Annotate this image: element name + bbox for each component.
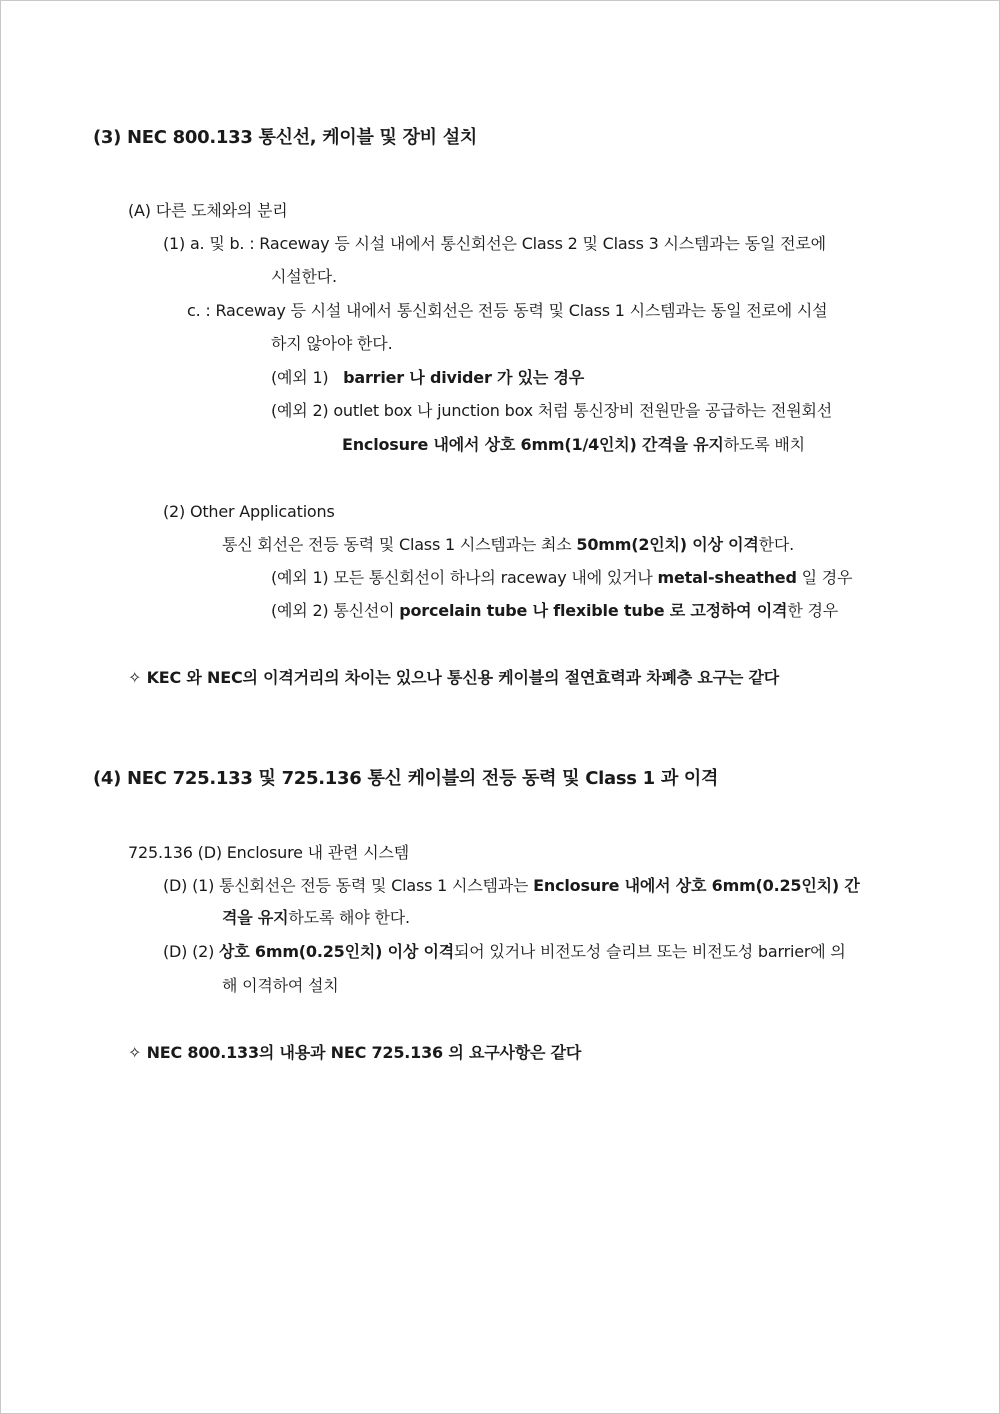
d2-line-1	[163, 941, 846, 963]
d2-line-2: 해 이격하여 설치	[222, 976, 339, 995]
other-applications-title: (2) Other Applications	[163, 502, 335, 521]
d2-post: 되어 있거나 비전도성 슬리브 또는 비전도성 barrier에 의	[453, 942, 846, 961]
item-1-line-1: (1) a. 및 b. : Raceway 등 시설 내에서 통신회선은 Class 2 및 Class 3 시스템과는 동일 전로에	[163, 234, 826, 253]
d1-line-2-bold: 격을 유지	[222, 908, 289, 927]
exception-1-text: barrier 나 divider 가 있는 경우	[343, 368, 585, 387]
exception-2-line-2	[342, 434, 805, 456]
d1-line-2	[222, 907, 410, 929]
subsection-a-title: (A) 다른 도체와의 분리	[128, 201, 288, 220]
other-exception-2	[271, 600, 838, 622]
d1-pre: (D) (1) 통신회선은 전등 동력 및 Class 1 시스템과는	[163, 876, 534, 895]
exception-2-bold: Enclosure 내에서 상호 6mm(1/4인치) 간격을 유지	[342, 435, 724, 454]
d1-line-2-tail: 하도록 해야 한다.	[288, 908, 410, 927]
d1-line-1	[163, 875, 860, 897]
exception-2-tail: 하도록 배치	[723, 435, 805, 454]
other-exception-2-pre: (예외 2) 통신선이	[271, 601, 400, 620]
d2-bold: 상호 6mm(0.25인치) 이상 이격	[219, 942, 454, 961]
section-3-note: ✧ KEC 와 NEC의 이격거리의 차이는 있으나 통신용 케이블의 절연효력과 차폐층 요구는 같다	[128, 668, 780, 687]
item-1-line-2: 시설한다.	[271, 267, 337, 286]
exception-2-line-1: (예외 2) outlet box 나 junction box 처럼 통신장비 전원만을 공급하는 전원회선	[271, 401, 832, 420]
other-exception-1	[271, 567, 852, 589]
item-c-line-1: c. : Raceway 등 시설 내에서 통신회선은 전등 동력 및 Class 1 시스템과는 동일 전로에 시설	[187, 301, 828, 320]
exception-1	[271, 367, 584, 389]
exception-1-label: (예외 1)	[271, 368, 329, 387]
other-exception-1-post: 일 경우	[796, 568, 853, 587]
other-line-pre: 통신 회선은 전등 동력 및 Class 1 시스템과는 최소	[222, 535, 577, 554]
item-c-line-2: 하지 않아야 한다.	[271, 334, 393, 353]
section-4-subtitle: 725.136 (D) Enclosure 내 관련 시스템	[128, 843, 409, 862]
other-exception-1-bold: metal-sheathed	[657, 568, 797, 587]
other-line-bold: 50mm(2인치) 이상 이격	[576, 535, 759, 554]
other-exception-2-post: 한 경우	[787, 601, 838, 620]
other-applications-line	[222, 534, 794, 556]
section-4-note: ✧ NEC 800.133의 내용과 NEC 725.136 의 요구사항은 같다	[128, 1043, 582, 1062]
other-line-post: 한다.	[758, 535, 795, 554]
d1-bold: Enclosure 내에서 상호 6mm(0.25인치) 간	[533, 876, 860, 895]
section-3-heading: (3) NEC 800.133 통신선, 케이블 및 장비 설치	[93, 127, 477, 148]
other-exception-1-pre: (예외 1) 모든 통신회선이 하나의 raceway 내에 있거나	[271, 568, 658, 587]
d2-pre: (D) (2)	[163, 942, 220, 961]
section-4-heading: (4) NEC 725.133 및 725.136 통신 케이블의 전등 동력 및 Class 1 과 이격	[93, 768, 719, 789]
other-exception-2-bold: porcelain tube 나 flexible tube 로 고정하여 이격	[399, 601, 788, 620]
